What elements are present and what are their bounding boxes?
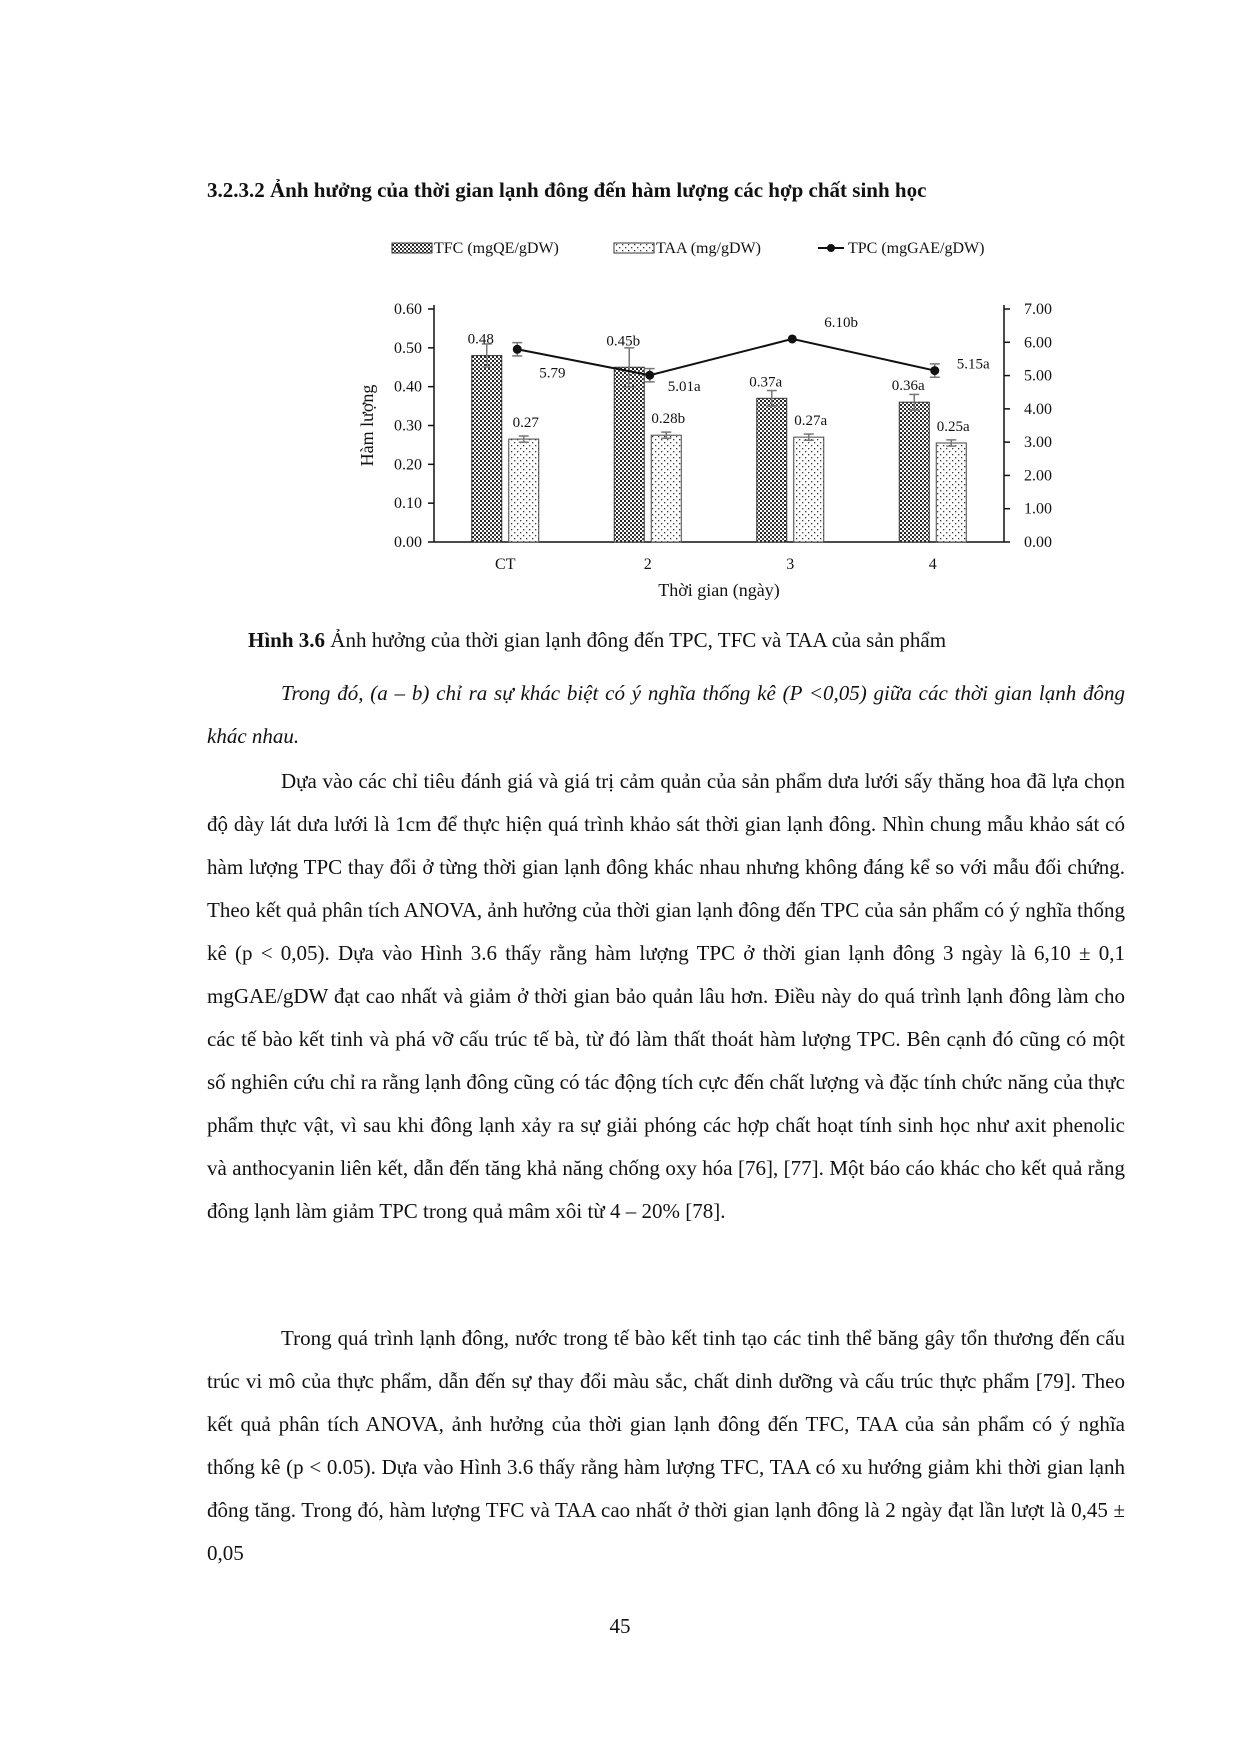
y-tick-label-right: 7.00 bbox=[1024, 301, 1052, 318]
point-tpc bbox=[788, 334, 797, 343]
y-tick-label-right: 6.00 bbox=[1024, 334, 1052, 352]
data-label-taa: 0.27a bbox=[794, 413, 828, 430]
data-label-tfc: 0.48 bbox=[467, 331, 494, 348]
bar-taa bbox=[651, 435, 681, 542]
bar-taa bbox=[794, 437, 824, 542]
y-tick-label-right: 0.00 bbox=[1024, 534, 1052, 551]
y-tick-label-left: 0.00 bbox=[394, 534, 422, 551]
bar-tfc bbox=[472, 356, 502, 542]
figure-caption bbox=[248, 628, 946, 653]
x-tick-label: 2 bbox=[643, 556, 652, 573]
bar-taa bbox=[936, 443, 966, 542]
legend-label-tfc: TFC (mgQE/gDW) bbox=[434, 240, 559, 257]
bar-tfc bbox=[614, 367, 644, 542]
y-tick-label-right: 3.00 bbox=[1024, 434, 1052, 452]
data-label-tfc: 0.45b bbox=[606, 333, 641, 350]
legend-swatch-tfc bbox=[392, 243, 432, 253]
legend-label-tpc: TPC (mgGAE/gDW) bbox=[848, 240, 985, 257]
y-tick-label-left: 0.20 bbox=[394, 456, 422, 474]
y-tick-label-left: 0.30 bbox=[394, 417, 422, 435]
paragraph-2: Trong quá trình lạnh đông, nước trong tế bào kết tinh tạo các tinh thể băng gây tổn thương đến cấu trúc vi mô của thực phẩm, dẫn đến sự thay đổi màu sắc, chất dinh dưỡng và cấu trúc thực phẩm [79]. Theo kết quả phân tích ANOVA, ảnh hưởng của thời gian lạnh đông đến TFC, TAA của sản phẩm có ý nghĩa thống kê (p < 0.05). Dựa vào Hình 3.6 thấy rằng hàm lượng TFC, TAA có xu hướng giảm khi thời gian lạnh đông tăng. Trong đó, hàm lượng TFC và TAA cao nhất ở thời gian lạnh đông là 2 ngày đạt lần lượt là 0,45 ± 0,05 bbox=[207, 1326, 1125, 1565]
point-tpc bbox=[645, 371, 654, 380]
x-tick-label: 3 bbox=[786, 556, 795, 573]
figure-chart bbox=[340, 232, 1060, 612]
page-number: 45 bbox=[609, 1614, 631, 1638]
data-label-taa: 0.25a bbox=[936, 418, 970, 435]
x-tick-label: 4 bbox=[928, 556, 937, 573]
bar-taa bbox=[509, 439, 539, 542]
x-axis-title: Thời gian (ngày) bbox=[658, 580, 780, 600]
data-label-tpc: 6.10b bbox=[824, 314, 858, 331]
figure-note: Trong đó, (a – b) chỉ ra sự khác biệt có ý nghĩa thống kê (P <0,05) giữa các thời gian lạnh đông khác nhau. bbox=[207, 681, 1125, 748]
data-label-taa: 0.28b bbox=[651, 411, 686, 428]
data-label-tfc: 0.37a bbox=[749, 374, 783, 391]
bar-tfc bbox=[757, 398, 787, 542]
line-tpc bbox=[517, 339, 935, 375]
chart-legend bbox=[392, 240, 984, 257]
legend-marker-tpc bbox=[827, 244, 835, 252]
chart-marks bbox=[468, 315, 990, 542]
y-tick-label-left: 0.40 bbox=[394, 378, 422, 396]
data-label-tpc: 5.79 bbox=[539, 365, 566, 382]
y-tick-label-right: 4.00 bbox=[1024, 400, 1052, 418]
y-tick-label-left: 0.60 bbox=[394, 301, 422, 318]
y-tick-label-right: 1.00 bbox=[1024, 500, 1052, 518]
bar-tfc bbox=[899, 402, 929, 542]
x-tick-label: CT bbox=[495, 556, 516, 573]
point-tpc bbox=[930, 366, 939, 375]
figure-caption-label: Hình 3.6 bbox=[248, 628, 326, 652]
y-tick-label-left: 0.50 bbox=[394, 339, 422, 357]
paragraph-1: Dựa vào các chỉ tiêu đánh giá và giá trị cảm quản của sản phẩm dưa lưới sấy thăng hoa đã lựa chọn độ dày lát dưa lưới là 1cm để thực hiện quá trình khảo sát thời gian lạnh đông. Nhìn chung mẫu khảo sát có hàm lượng TPC thay đổi ở từng thời gian lạnh đông khác nhau nhưng không đáng kể so với mẫu đối chứng. Theo kết quả phân tích ANOVA, ảnh hưởng của thời gian lạnh đông đến TPC của sản phẩm có ý nghĩa thống kê (p < 0,05). Dựa vào Hình 3.6 thấy rằng hàm lượng TPC ở thời gian lạnh đông 3 ngày là 6,10 ± 0,1 mgGAE/gDW đạt cao nhất và giảm ở thời gian bảo quản lâu hơn. Điều này do quá trình lạnh đông làm cho các tế bào kết tinh và phá vỡ cấu trúc tế bà, từ đó làm thất thoát hàm lượng TPC. Bên cạnh đó cũng có một số nghiên cứu chỉ ra rằng lạnh đông cũng có tác động tích cực đến chất lượng và đặc tính chức năng của thực phẩm thực vật, vì sau khi đông lạnh xảy ra sự giải phóng các hợp chất hoạt tính sinh học như axit phenolic và anthocyanin liên kết, dẫn đến tăng khả năng chống oxy hóa [76], [77]. Một báo cáo khác cho kết quả rằng đông lạnh làm giảm TPC trong quả mâm xôi từ 4 – 20% [78]. bbox=[207, 769, 1125, 1223]
data-label-tpc: 5.01a bbox=[667, 379, 701, 396]
data-label-taa: 0.27 bbox=[512, 415, 539, 432]
y-tick-label-left: 0.10 bbox=[394, 495, 422, 513]
legend-label-taa: TAA (mg/gDW) bbox=[656, 240, 761, 257]
data-label-tpc: 5.15a bbox=[956, 356, 990, 373]
y-tick-label-right: 2.00 bbox=[1024, 467, 1052, 485]
figure-caption-text: Ảnh hưởng của thời gian lạnh đông đến TPC, TFC và TAA của sản phẩm bbox=[325, 628, 947, 652]
data-label-tfc: 0.36a bbox=[891, 378, 925, 395]
y-tick-label-right: 5.00 bbox=[1024, 367, 1052, 385]
section-heading: 3.2.3.2 Ảnh hưởng của thời gian lạnh đông đến hàm lượng các hợp chất sinh học bbox=[207, 178, 927, 202]
y-axis-title: Hàm lượng bbox=[357, 384, 377, 467]
legend-swatch-taa bbox=[614, 243, 654, 253]
point-tpc bbox=[513, 345, 522, 354]
